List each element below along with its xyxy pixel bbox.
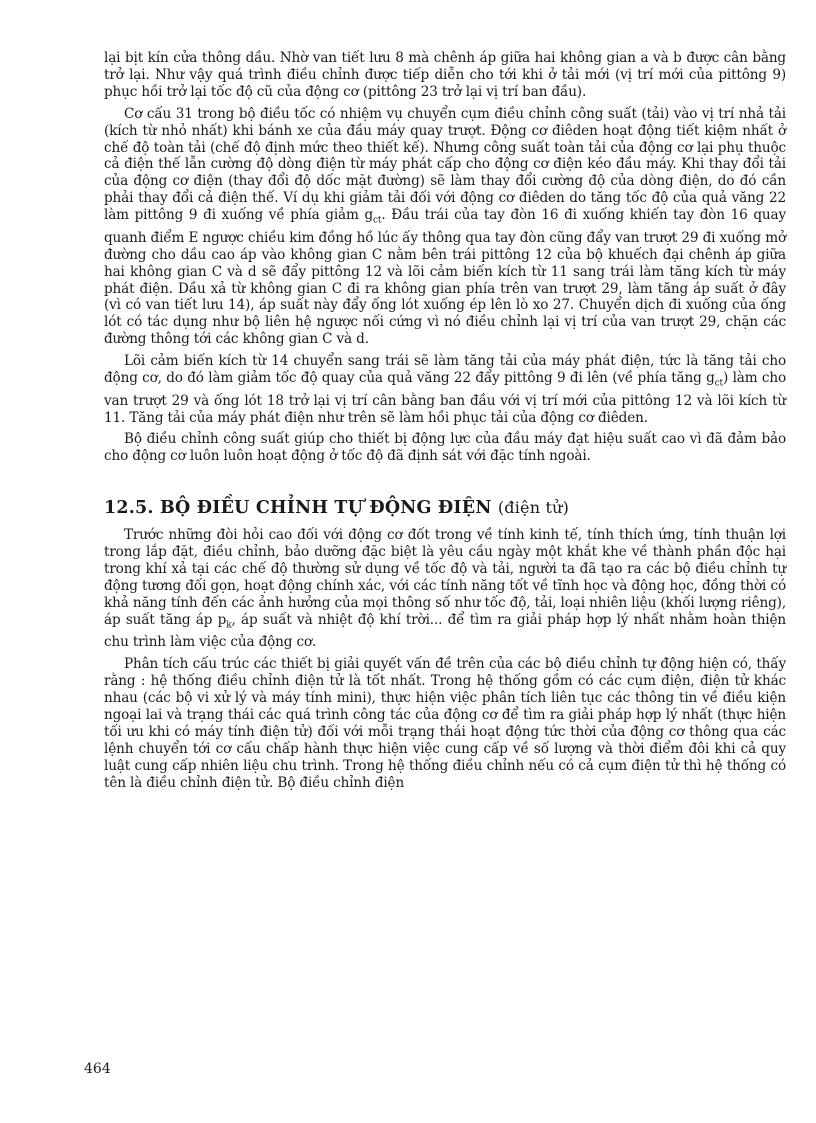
paragraph: lại bịt kín cửa thông dầu. Nhờ van tiết lưu 8 mà chênh áp giữa hai không gian a và b được cân bằng trở lại. Như vậy quá trình điều chỉnh được tiếp diễn cho tới khi ở tải mới (vị trí mới của pittông 9) phục hồi trở lại tốc độ cũ của động cơ (pittông 23 trở lại vị trí ban đầu). — [104, 50, 786, 100]
section-title: 12.5. BỘ ĐIỀU CHỈNH TỰ ĐỘNG ĐIỆN — [104, 498, 492, 519]
page-number: 464 — [84, 1061, 111, 1077]
section-subtitle: (điện tử) — [497, 498, 570, 518]
page-body — [104, 50, 786, 792]
paragraph: Cơ cấu 31 trong bộ điều tốc có nhiệm vụ chuyển cụm điều chỉnh công suất (tải) vào vị trí nhả tải (kích từ nhỏ nhất) khi bánh xe của đầu máy quay trượt. Động cơ điêden hoạt động tiết kiệm nhất ở chế độ toàn tải (chế độ định mức theo thiết kế). Nhưng công suất toàn tải của động cơ lại phụ thuộc cả điện thế lẫn cường độ dòng điện từ máy phát cấp cho động cơ điện kéo đầu máy. Khi thay đổi tải của động cơ điện (thay đổi độ dốc mặt đường) sẽ làm thay đổi cường độ của dòng điện, do đó cần phải thay đổi cả điện thế. Ví dụ khi giảm tải đối với động cơ điêden do tăng tốc độ của quả văng 22 làm pittông 9 đi xuống về phía giảm $g_{ct}$. Đầu trái của tay đòn 16 đi xuống khiến tay đòn 16 quay quanh điểm E ngược chiều kim đồng hồ lúc ấy thông qua tay đòn cũng đẩy van trượt 29 đi xuống mở đường cho dầu cao áp vào không gian C nằm bên trái pittông 12 của bộ khuếch đại chênh áp giữa hai không gian C và d sẽ đẩy pittông 12 và lõi cảm biến kích từ 11 sang trái làm tăng kích từ máy phát điện. Dầu xả từ không gian C đi ra không gian phía trên van trượt 29, làm tăng áp suất ở đây (vì có van tiết lưu 14), áp suất này đẩy ống lót xuống ép lên lò xo 27. Chuyển dịch đi xuống của ống lót có tác dụng như bộ liên hệ ngược nối cứng vì nó điều chỉnh lại vị trí của van trượt 29, chặn các đường thông tới các không gian C và d. — [104, 105, 786, 348]
section-heading — [104, 498, 786, 518]
paragraph: Lõi cảm biến kích từ 14 chuyển sang trái sẽ làm tăng tải của máy phát điện, tức là tăng tải cho động cơ, do đó làm giảm tốc độ quay của quả văng 22 đẩy pittông 9 đi lên (về phía tăng $g_{ct}$) làm cho van trượt 29 và ống lót 18 trở lại vị trí cân bằng ban đầu với vị trí mới của pittông 12 và lõi kích từ 11. Tăng tải của máy phát điện như trên sẽ làm hồi phục tải của động cơ điêden. — [104, 353, 786, 426]
paragraph: Phân tích cấu trúc các thiết bị giải quyết vấn đề trên của các bộ điều chỉnh tự động hiện có, thấy rằng : hệ thống điều chỉnh điện tử là tốt nhất. Trong hệ thống gồm có các cụm điện, điện tử khác nhau (các bộ vi xử lý và máy tính mini), thực hiện việc phân tích liên tục các thông tin về điều kiện ngoại lai và trạng thái các quá trình công tác của động cơ để tìm ra giải pháp hợp lý nhất (thực hiện tối ưu khi có máy tính điện tử) đối với mỗi trạng thái hoạt động tức thời của động cơ thông qua các lệnh chuyển tới cơ cấu chấp hành thực hiện việc cung cấp về số lượng và thời điểm đôi khi cả quy luật cung cấp nhiên liệu chu trình. Trong hệ thống điều chỉnh nếu có cả cụm điện tử thì hệ thống có tên là điều chỉnh điện tử. Bộ điều chỉnh điện — [104, 656, 786, 791]
paragraph: Bộ điều chỉnh công suất giúp cho thiết bị động lực của đầu máy đạt hiệu suất cao vì đã đảm bảo cho động cơ luôn luôn hoạt động ở tốc độ đã định sát với đặc tính ngoài. — [104, 431, 786, 465]
paragraph: Trước những đòi hỏi cao đối với động cơ đốt trong về tính kinh tế, tính thích ứng, tính thuận lợi trong lắp đặt, điều chỉnh, bảo dưỡng đặc biệt là yêu cầu ngày một khắt khe về thành phần độc hại trong khí xả tại các chế độ thường sử dụng về tốc độ và tải, người ta đã tạo ra các bộ điều chỉnh tự động tương đối gọn, hoạt động chính xác, với các tính năng tốt về tĩnh học và động học, đồng thời có khả năng tính đến các ảnh hưởng của mọi thông số như tốc độ, tải, loại nhiên liệu (khối lượng riêng), áp suất tăng áp $p_k$, áp suất và nhiệt độ khí trời... để tìm ra giải pháp hợp lý nhất nhằm hoàn thiện chu trình làm việc của động cơ. — [104, 527, 786, 651]
